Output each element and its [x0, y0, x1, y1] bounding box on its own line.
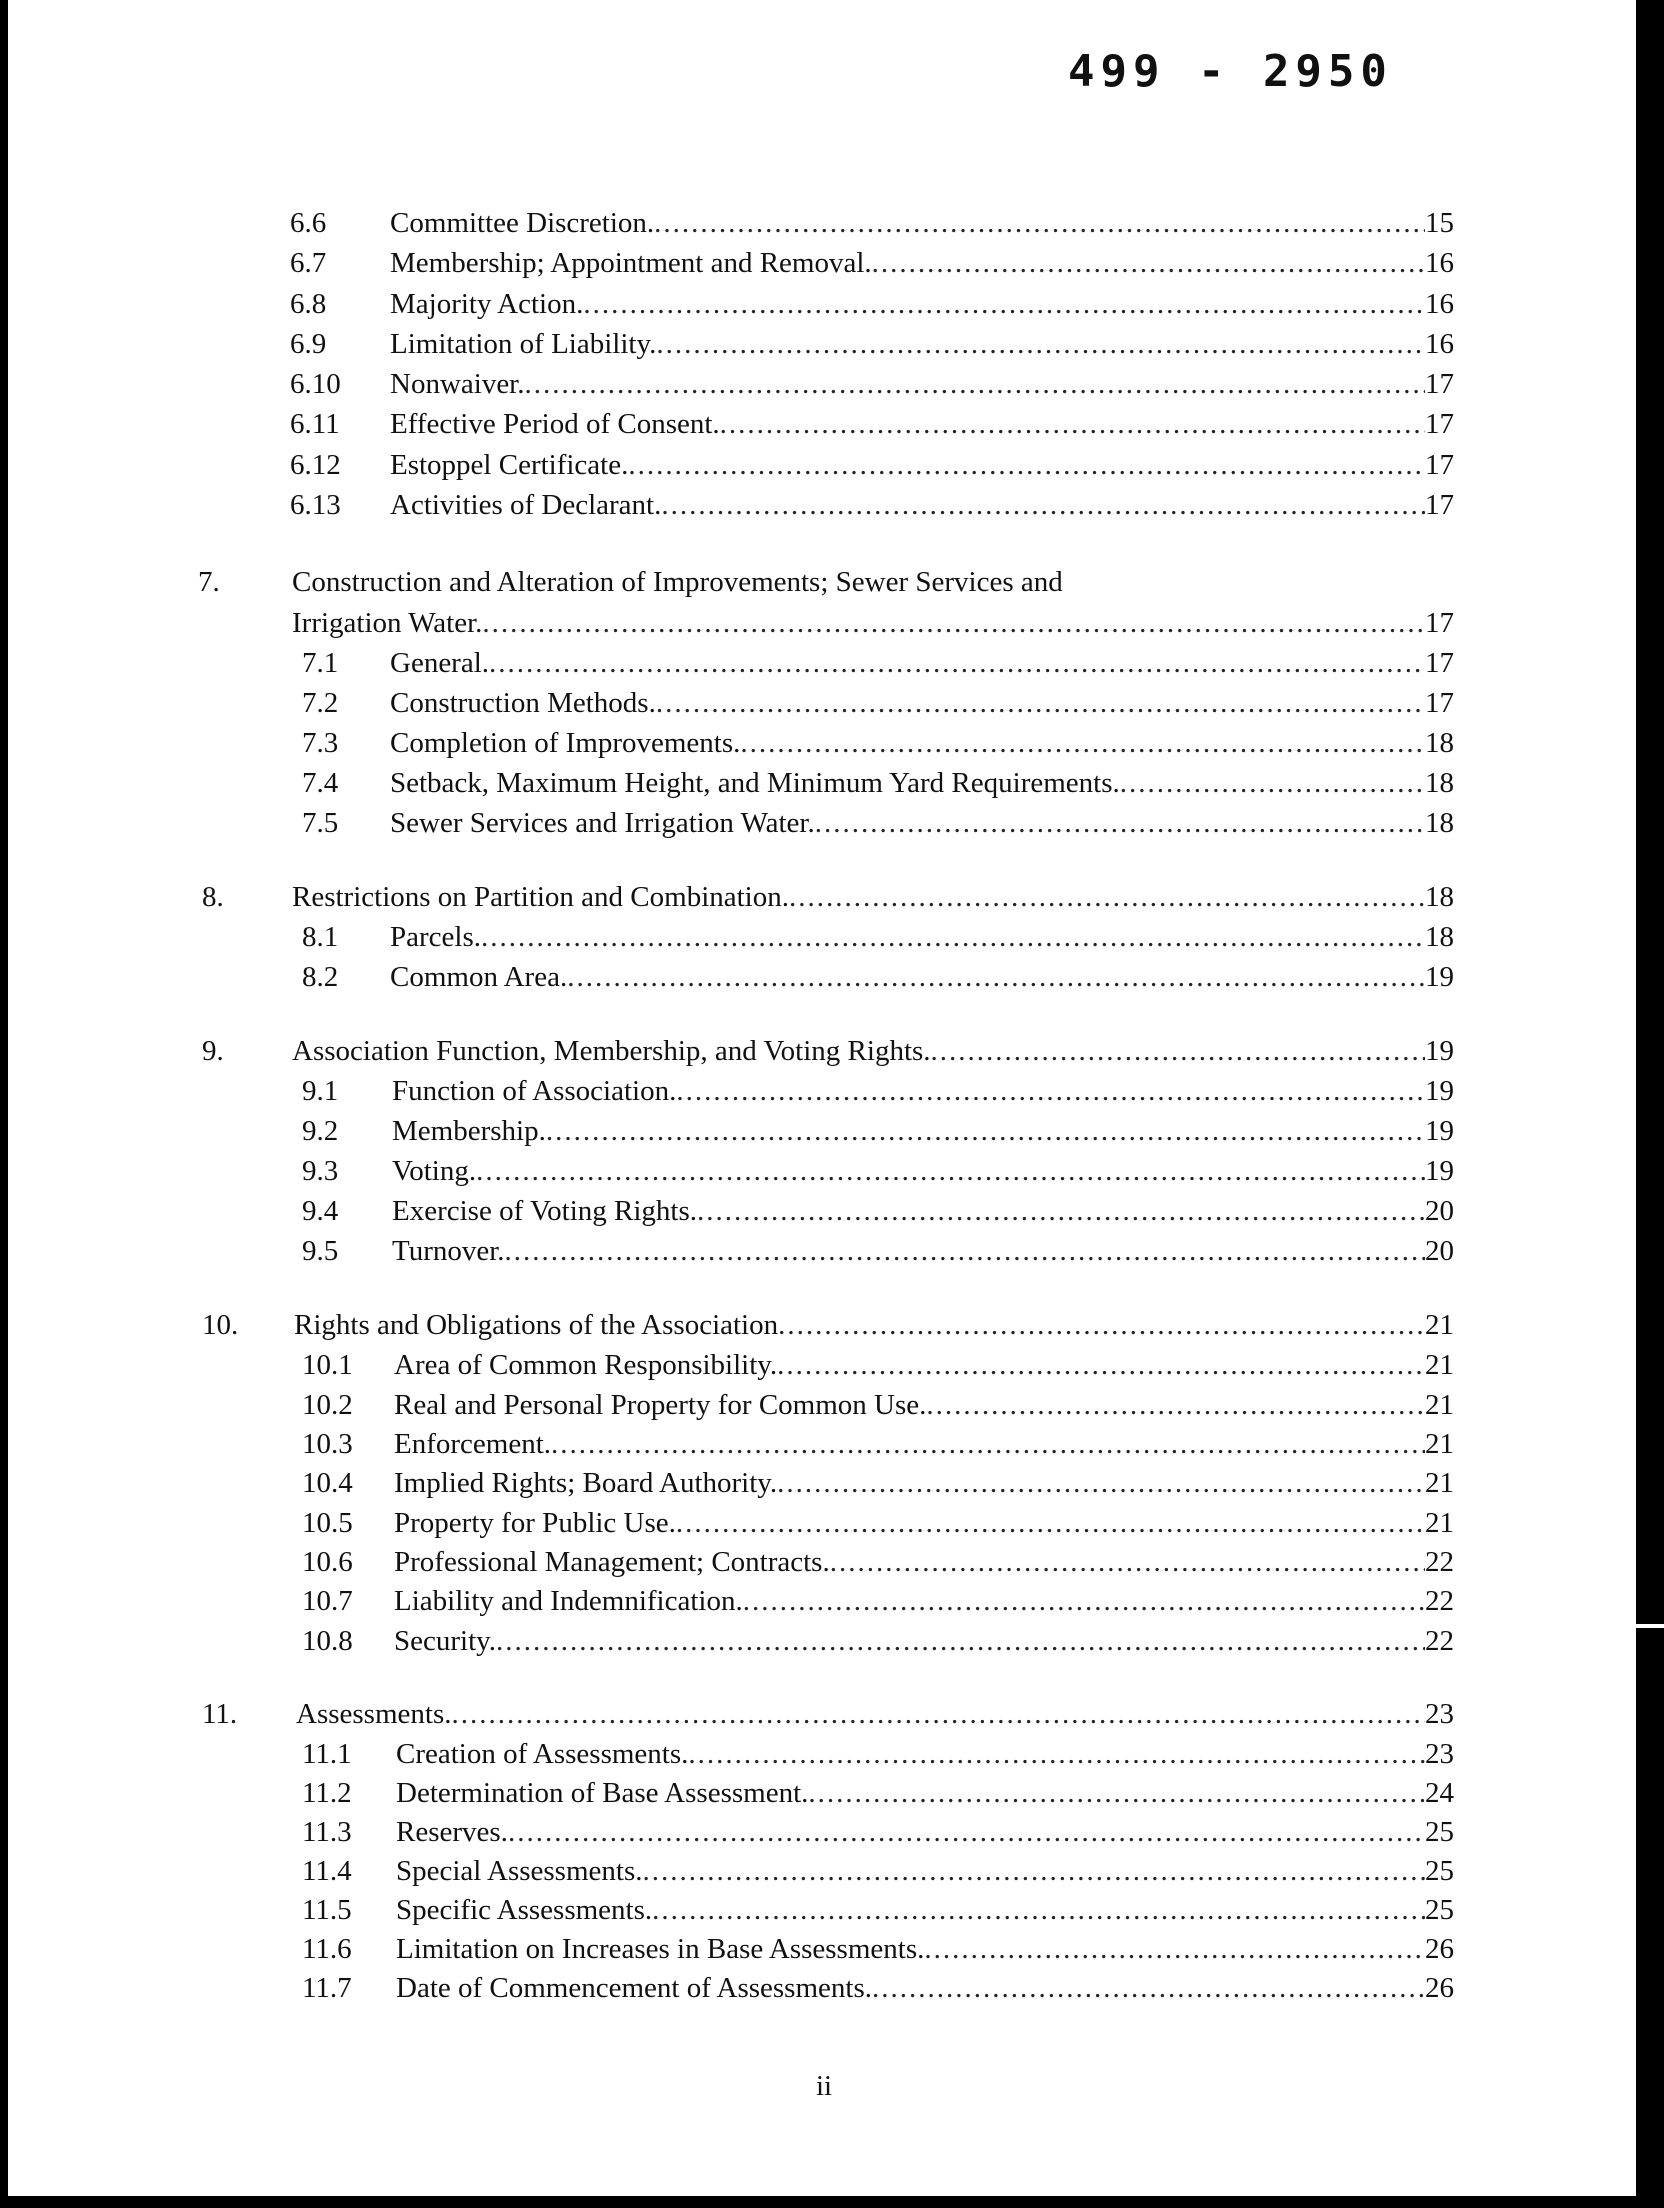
dot-leader [688, 1735, 1425, 1773]
toc-entry-page: 19 [1425, 1115, 1454, 1147]
dot-leader [551, 1425, 1425, 1463]
toc-entry[interactable] [8, 684, 1454, 722]
toc-section-title: Irrigation Water. [292, 607, 483, 639]
dot-leader [676, 1072, 1425, 1110]
dot-leader [830, 1543, 1425, 1581]
dot-leader [661, 486, 1425, 524]
toc-entry-page: 18 [1425, 767, 1454, 799]
toc-entry-number: 10.5 [302, 1507, 353, 1539]
dot-leader [508, 1813, 1425, 1851]
toc-entry[interactable] [8, 918, 1454, 956]
toc-entry[interactable] [8, 1112, 1454, 1150]
toc-entry[interactable] [8, 1891, 1454, 1929]
toc-entry-page: 16 [1425, 288, 1454, 320]
toc-entry-number: 10.6 [302, 1546, 353, 1578]
dot-leader [652, 1891, 1425, 1929]
dot-leader [777, 1464, 1425, 1502]
toc-entry-title: Date of Commencement of Assessments. [396, 1972, 872, 2004]
dot-leader [656, 684, 1425, 722]
toc-section-title: Rights and Obligations of the Association [294, 1309, 779, 1341]
scan-border-bottom [0, 2196, 1664, 2208]
toc-entry-page: 18 [1425, 807, 1454, 839]
toc-entry-title: Property for Public Use. [394, 1507, 676, 1539]
toc-entry-title: Area of Common Responsibility. [394, 1349, 778, 1381]
toc-entry[interactable] [8, 1622, 1454, 1660]
dot-leader [482, 604, 1425, 642]
dot-leader [789, 878, 1425, 916]
dot-leader [743, 1582, 1425, 1620]
toc-entry[interactable] [8, 1543, 1454, 1581]
toc-entry[interactable] [8, 1072, 1454, 1110]
toc-entry-page: 20 [1425, 1235, 1454, 1267]
dot-leader [567, 958, 1425, 996]
toc-entry-page: 26 [1425, 1972, 1454, 2004]
toc-entry-number: 7.4 [302, 767, 339, 799]
toc-entry-title: Sewer Services and Irrigation Water. [390, 807, 815, 839]
toc-section-title: Assessments. [296, 1698, 452, 1730]
toc-section-heading[interactable] [8, 878, 1454, 916]
toc-entry-page: 25 [1425, 1816, 1454, 1848]
toc-entry-page: 17 [1425, 489, 1454, 521]
toc-entry-page: 21 [1425, 1389, 1454, 1421]
toc-entry-number: 6.6 [290, 207, 327, 239]
dot-leader [808, 1774, 1425, 1812]
document-number: 499 - 2950 [1068, 46, 1393, 97]
toc-entry-page: 21 [1425, 1349, 1454, 1381]
toc-entry-page: 19 [1425, 1155, 1454, 1187]
toc-entry-page: 15 [1425, 207, 1454, 239]
toc-entry-number: 9.3 [302, 1155, 339, 1187]
dot-leader [656, 325, 1425, 363]
toc-entry[interactable] [8, 1930, 1454, 1968]
toc-entry-number: 6.12 [290, 449, 341, 481]
dot-leader [740, 724, 1425, 762]
toc-section-title: Restrictions on Partition and Combination. [292, 881, 789, 913]
toc-entry-page: 18 [1425, 881, 1454, 913]
toc-entry-number: 11.2 [302, 1777, 352, 1809]
toc-entry-title: Parcels. [390, 921, 481, 953]
toc-entry[interactable] [8, 724, 1454, 762]
scan-border-left [0, 0, 8, 2208]
toc-section-number: 8. [202, 881, 224, 913]
toc-section-heading[interactable] [8, 1032, 1454, 1070]
dot-leader [926, 1386, 1425, 1424]
dot-leader [481, 918, 1425, 956]
toc-entry[interactable] [8, 244, 1454, 282]
toc-entry[interactable] [8, 804, 1454, 842]
toc-entry-title: Liability and Indemnification. [394, 1585, 743, 1617]
toc-entry-page: 19 [1425, 1075, 1454, 1107]
toc-entry-number: 7.5 [302, 807, 339, 839]
dot-leader [872, 1969, 1425, 2007]
toc-entry[interactable] [8, 1582, 1454, 1620]
toc-entry[interactable] [8, 204, 1454, 242]
toc-entry-page: 22 [1425, 1625, 1454, 1657]
toc-entry-page: 19 [1425, 961, 1454, 993]
dot-leader [525, 365, 1426, 403]
toc-entry[interactable] [8, 365, 1454, 403]
dot-leader [654, 204, 1425, 242]
toc-section-title: Construction and Alteration of Improvements; Sewer Services and [292, 566, 1063, 598]
toc-section-heading[interactable] [8, 563, 1454, 601]
toc-entry[interactable] [8, 1346, 1454, 1384]
toc-entry-title: Implied Rights; Board Authority. [394, 1467, 778, 1499]
toc-entry-page: 23 [1425, 1698, 1454, 1730]
toc-entry-page: 20 [1425, 1195, 1454, 1227]
toc-entry-title: Reserves. [396, 1816, 508, 1848]
toc-entry-number: 11.7 [302, 1972, 352, 2004]
toc-entry-title: Estoppel Certificate. [390, 449, 629, 481]
toc-entry-page: 22 [1425, 1585, 1454, 1617]
toc-entry-page: 23 [1425, 1738, 1454, 1770]
toc-entry-title: Majority Action. [390, 288, 584, 320]
toc-entry-number: 7.1 [302, 647, 339, 679]
dot-leader [583, 285, 1425, 323]
toc-entry-page: 25 [1425, 1894, 1454, 1926]
toc-entry-title: Voting. [392, 1155, 477, 1187]
dot-leader [872, 244, 1425, 282]
toc-entry[interactable] [8, 1152, 1454, 1190]
toc-entry-title: Determination of Base Assessment. [396, 1777, 809, 1809]
toc-entry-number: 10.1 [302, 1349, 353, 1381]
toc-entry-title: Membership. [392, 1115, 546, 1147]
toc-entry-title: Exercise of Voting Rights. [392, 1195, 698, 1227]
dot-leader [778, 1306, 1425, 1344]
toc-entry-page: 17 [1425, 408, 1454, 440]
dot-leader [643, 1852, 1426, 1890]
toc-entry[interactable] [8, 1386, 1454, 1424]
toc-section-number: 7. [198, 566, 220, 598]
toc-entry-page: 26 [1425, 1933, 1454, 1965]
toc-entry-title: Limitation on Increases in Base Assessments. [396, 1933, 925, 1965]
toc-section-number: 11. [202, 1698, 238, 1730]
toc-entry-page: 17 [1425, 368, 1454, 400]
toc-entry-page: 21 [1425, 1428, 1454, 1460]
toc-entry-page: 21 [1425, 1467, 1454, 1499]
toc-entry-number: 10.8 [302, 1625, 353, 1657]
toc-entry-page: 17 [1425, 449, 1454, 481]
toc-entry[interactable] [8, 1232, 1454, 1270]
dot-leader [505, 1232, 1425, 1270]
toc-entry-number: 10.7 [302, 1585, 353, 1617]
toc-section-number: 9. [202, 1035, 224, 1067]
toc-section-title: Association Function, Membership, and Voting Rights. [292, 1035, 931, 1067]
toc-entry[interactable] [8, 285, 1454, 323]
toc-entry-title: Committee Discretion. [390, 207, 655, 239]
toc-section-heading-cont[interactable] [8, 604, 1454, 642]
toc-entry[interactable] [8, 486, 1454, 524]
toc-entry-page: 24 [1425, 1777, 1454, 1809]
toc-entry[interactable] [8, 1813, 1454, 1851]
toc-entry-number: 11.5 [302, 1894, 352, 1926]
toc-entry[interactable] [8, 1192, 1454, 1230]
toc-entry[interactable] [8, 1852, 1454, 1890]
dot-leader [931, 1032, 1425, 1070]
toc-entry-title: Enforcement. [394, 1428, 552, 1460]
toc-entry-number: 6.10 [290, 368, 341, 400]
toc-entry-title: Nonwaiver. [390, 368, 525, 400]
toc-entry[interactable] [8, 644, 1454, 682]
scan-tick-mark [1636, 1624, 1664, 1628]
toc-entry[interactable] [8, 1774, 1454, 1812]
toc-entry-page: 18 [1425, 727, 1454, 759]
dot-leader [489, 644, 1425, 682]
toc-section-heading[interactable] [8, 1306, 1454, 1344]
toc-entry-page: 21 [1425, 1507, 1454, 1539]
toc-entry-number: 7.2 [302, 687, 339, 719]
toc-entry-page: 16 [1425, 328, 1454, 360]
page-number: ii [816, 2070, 833, 2102]
toc-entry-number: 10.2 [302, 1389, 353, 1421]
toc-entry-page: 19 [1425, 1035, 1454, 1067]
document-page [8, 0, 1636, 2198]
toc-entry-page: 18 [1425, 921, 1454, 953]
toc-entry-number: 11.3 [302, 1816, 352, 1848]
toc-entry[interactable] [8, 1425, 1454, 1463]
toc-entry[interactable] [8, 764, 1454, 802]
toc-entry-page: 17 [1425, 647, 1454, 679]
toc-entry-title: Membership; Appointment and Removal. [390, 247, 872, 279]
toc-entry-page: 22 [1425, 1546, 1454, 1578]
toc-entry-title: Professional Management; Contracts. [394, 1546, 830, 1578]
toc-entry[interactable] [8, 1735, 1454, 1773]
dot-leader [697, 1192, 1425, 1230]
scan-border-right [1636, 0, 1664, 2208]
toc-entry-page: 17 [1425, 607, 1454, 639]
toc-entry-title: Limitation of Liability. [390, 328, 657, 360]
dot-leader [451, 1695, 1425, 1733]
toc-entry[interactable] [8, 325, 1454, 363]
toc-entry-number: 9.4 [302, 1195, 339, 1227]
toc-entry-title: Turnover. [392, 1235, 505, 1267]
dot-leader [720, 405, 1425, 443]
toc-entry-number: 6.7 [290, 247, 327, 279]
toc-entry-title: Common Area. [390, 961, 568, 993]
dot-leader [924, 1930, 1425, 1968]
toc-entry-title: Creation of Assessments. [396, 1738, 689, 1770]
toc-entry-title: Activities of Declarant. [390, 489, 662, 521]
dot-leader [496, 1622, 1425, 1660]
toc-entry-number: 9.2 [302, 1115, 339, 1147]
toc-entry-page: 17 [1425, 687, 1454, 719]
toc-entry-number: 8.2 [302, 961, 339, 993]
dot-leader [815, 804, 1425, 842]
toc-entry-title: Construction Methods. [390, 687, 656, 719]
toc-entry-title: Function of Association. [392, 1075, 677, 1107]
toc-entry-number: 10.4 [302, 1467, 353, 1499]
toc-entry-title: Setback, Maximum Height, and Minimum Yard Requirements. [390, 767, 1120, 799]
toc-entry[interactable] [8, 1464, 1454, 1502]
toc-entry-number: 8.1 [302, 921, 339, 953]
toc-entry-number: 11.1 [302, 1738, 352, 1770]
toc-entry-number: 6.13 [290, 489, 341, 521]
toc-entry-page: 21 [1425, 1309, 1454, 1341]
toc-entry-title: Special Assessments. [396, 1855, 643, 1887]
toc-entry-number: 6.9 [290, 328, 327, 360]
toc-entry-number: 9.5 [302, 1235, 339, 1267]
toc-section-heading[interactable] [8, 1695, 1454, 1733]
toc-entry[interactable] [8, 1504, 1454, 1542]
toc-entry-number: 9.1 [302, 1075, 339, 1107]
toc-entry-number: 11.6 [302, 1933, 352, 1965]
toc-entry-title: General. [390, 647, 490, 679]
toc-entry[interactable] [8, 446, 1454, 484]
dot-leader [777, 1346, 1425, 1384]
toc-entry-title: Specific Assessments. [396, 1894, 653, 1926]
toc-entry-number: 6.11 [290, 408, 340, 440]
dot-leader [628, 446, 1425, 484]
toc-entry[interactable] [8, 405, 1454, 443]
toc-entry-page: 16 [1425, 247, 1454, 279]
toc-entry-number: 7.3 [302, 727, 339, 759]
toc-entry-number: 10.3 [302, 1428, 353, 1460]
toc-entry-page: 25 [1425, 1855, 1454, 1887]
toc-entry-title: Effective Period of Consent. [390, 408, 720, 440]
dot-leader [476, 1152, 1425, 1190]
toc-section-number: 10. [202, 1309, 239, 1341]
dot-leader [1120, 764, 1425, 802]
toc-entry[interactable] [8, 1969, 1454, 2007]
toc-entry[interactable] [8, 958, 1454, 996]
toc-entry-title: Real and Personal Property for Common Use. [394, 1389, 927, 1421]
toc-entry-number: 6.8 [290, 288, 327, 320]
dot-leader [676, 1504, 1425, 1542]
toc-entry-number: 11.4 [302, 1855, 352, 1887]
dot-leader [546, 1112, 1425, 1150]
toc-entry-title: Security. [394, 1625, 497, 1657]
toc-entry-title: Completion of Improvements. [390, 727, 741, 759]
